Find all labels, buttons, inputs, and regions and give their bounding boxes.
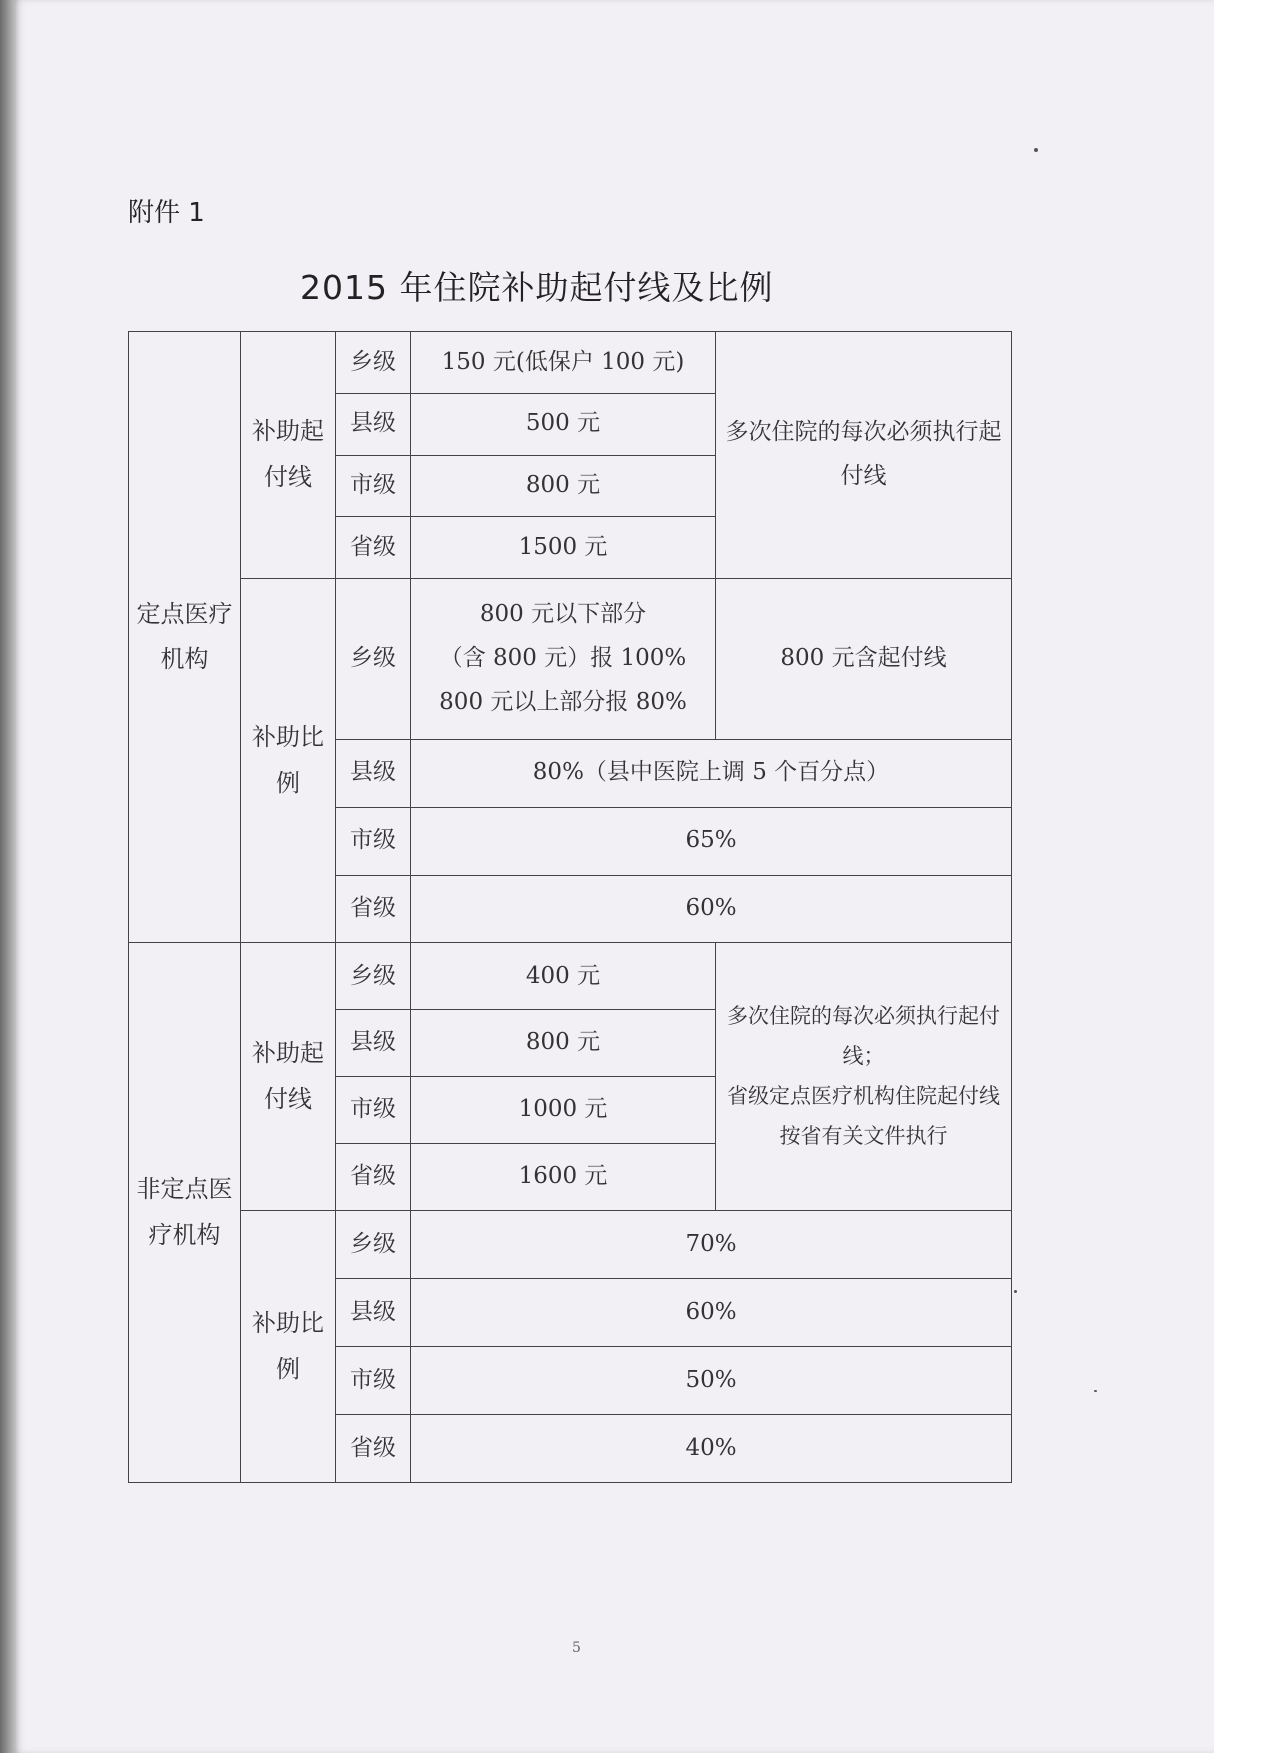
table-row (129, 332, 1012, 394)
value-line: 800 元以下部分 (479, 601, 647, 628)
category-cell: 定点医疗机构 (129, 332, 241, 943)
value-line: 800 元以上部分报 80% (439, 688, 687, 715)
value-cell: 40% (411, 1414, 1012, 1482)
level-cell: 省级 (336, 517, 411, 579)
level-cell: 省级 (336, 875, 411, 943)
level-cell: 市级 (336, 1077, 411, 1144)
value-cell: 1000 元 (411, 1077, 716, 1144)
table-row (129, 943, 1012, 1010)
value-cell: 500 元 (411, 393, 716, 455)
value-cell: 1600 元 (411, 1144, 716, 1211)
level-cell: 乡级 (336, 579, 411, 740)
value-cell: 800 元 (411, 455, 716, 517)
level-cell: 县级 (336, 739, 411, 807)
level-cell: 乡级 (336, 943, 411, 1010)
value-cell: 65% (411, 807, 1012, 875)
subcategory-cell: 补助比例 (241, 579, 336, 943)
level-cell: 市级 (336, 455, 411, 517)
note-cell (716, 943, 1012, 1211)
value-cell: 60% (411, 1279, 1012, 1347)
value-cell: 50% (411, 1346, 1012, 1414)
level-cell: 市级 (336, 807, 411, 875)
value-cell: 80%（县中医院上调 5 个百分点） (411, 739, 1012, 807)
value-cell: 70% (411, 1211, 1012, 1279)
level-cell: 县级 (336, 1010, 411, 1077)
level-cell: 省级 (336, 1144, 411, 1211)
subcategory-cell: 补助起付线 (241, 332, 336, 579)
note-cell: 800 元含起付线 (716, 579, 1012, 740)
value-cell: 800 元 (411, 1010, 716, 1077)
level-cell: 县级 (336, 1279, 411, 1347)
scan-edge (0, 0, 14, 1753)
annex-label: 附件 1 (128, 198, 205, 228)
page-number: 5 (572, 1640, 581, 1656)
note-cell: 多次住院的每次必须执行起付线 (716, 332, 1012, 579)
note-line: 省级定点医疗机构住院起付线按省有关文件执行 (727, 1083, 1000, 1148)
value-line: （含 800 元）报 100% (439, 645, 687, 672)
level-cell: 乡级 (336, 1211, 411, 1279)
subcategory-cell: 补助起付线 (241, 943, 336, 1211)
level-cell: 县级 (336, 393, 411, 455)
category-cell: 非定点医疗机构 (129, 943, 241, 1483)
level-cell: 市级 (336, 1346, 411, 1414)
value-cell: 150 元(低保户 100 元) (411, 332, 716, 394)
level-cell: 省级 (336, 1414, 411, 1482)
page-title: 2015 年住院补助起付线及比例 (300, 268, 774, 307)
level-cell: 乡级 (336, 332, 411, 394)
value-cell (411, 579, 716, 740)
table-row (129, 1211, 1012, 1279)
value-cell: 60% (411, 875, 1012, 943)
value-cell: 1500 元 (411, 517, 716, 579)
subcategory-cell: 补助比例 (241, 1211, 336, 1483)
value-cell: 400 元 (411, 943, 716, 1010)
table-row (129, 579, 1012, 740)
subsidy-table (128, 331, 1012, 1483)
note-line: 多次住院的每次必须执行起付线； (727, 1004, 1000, 1068)
